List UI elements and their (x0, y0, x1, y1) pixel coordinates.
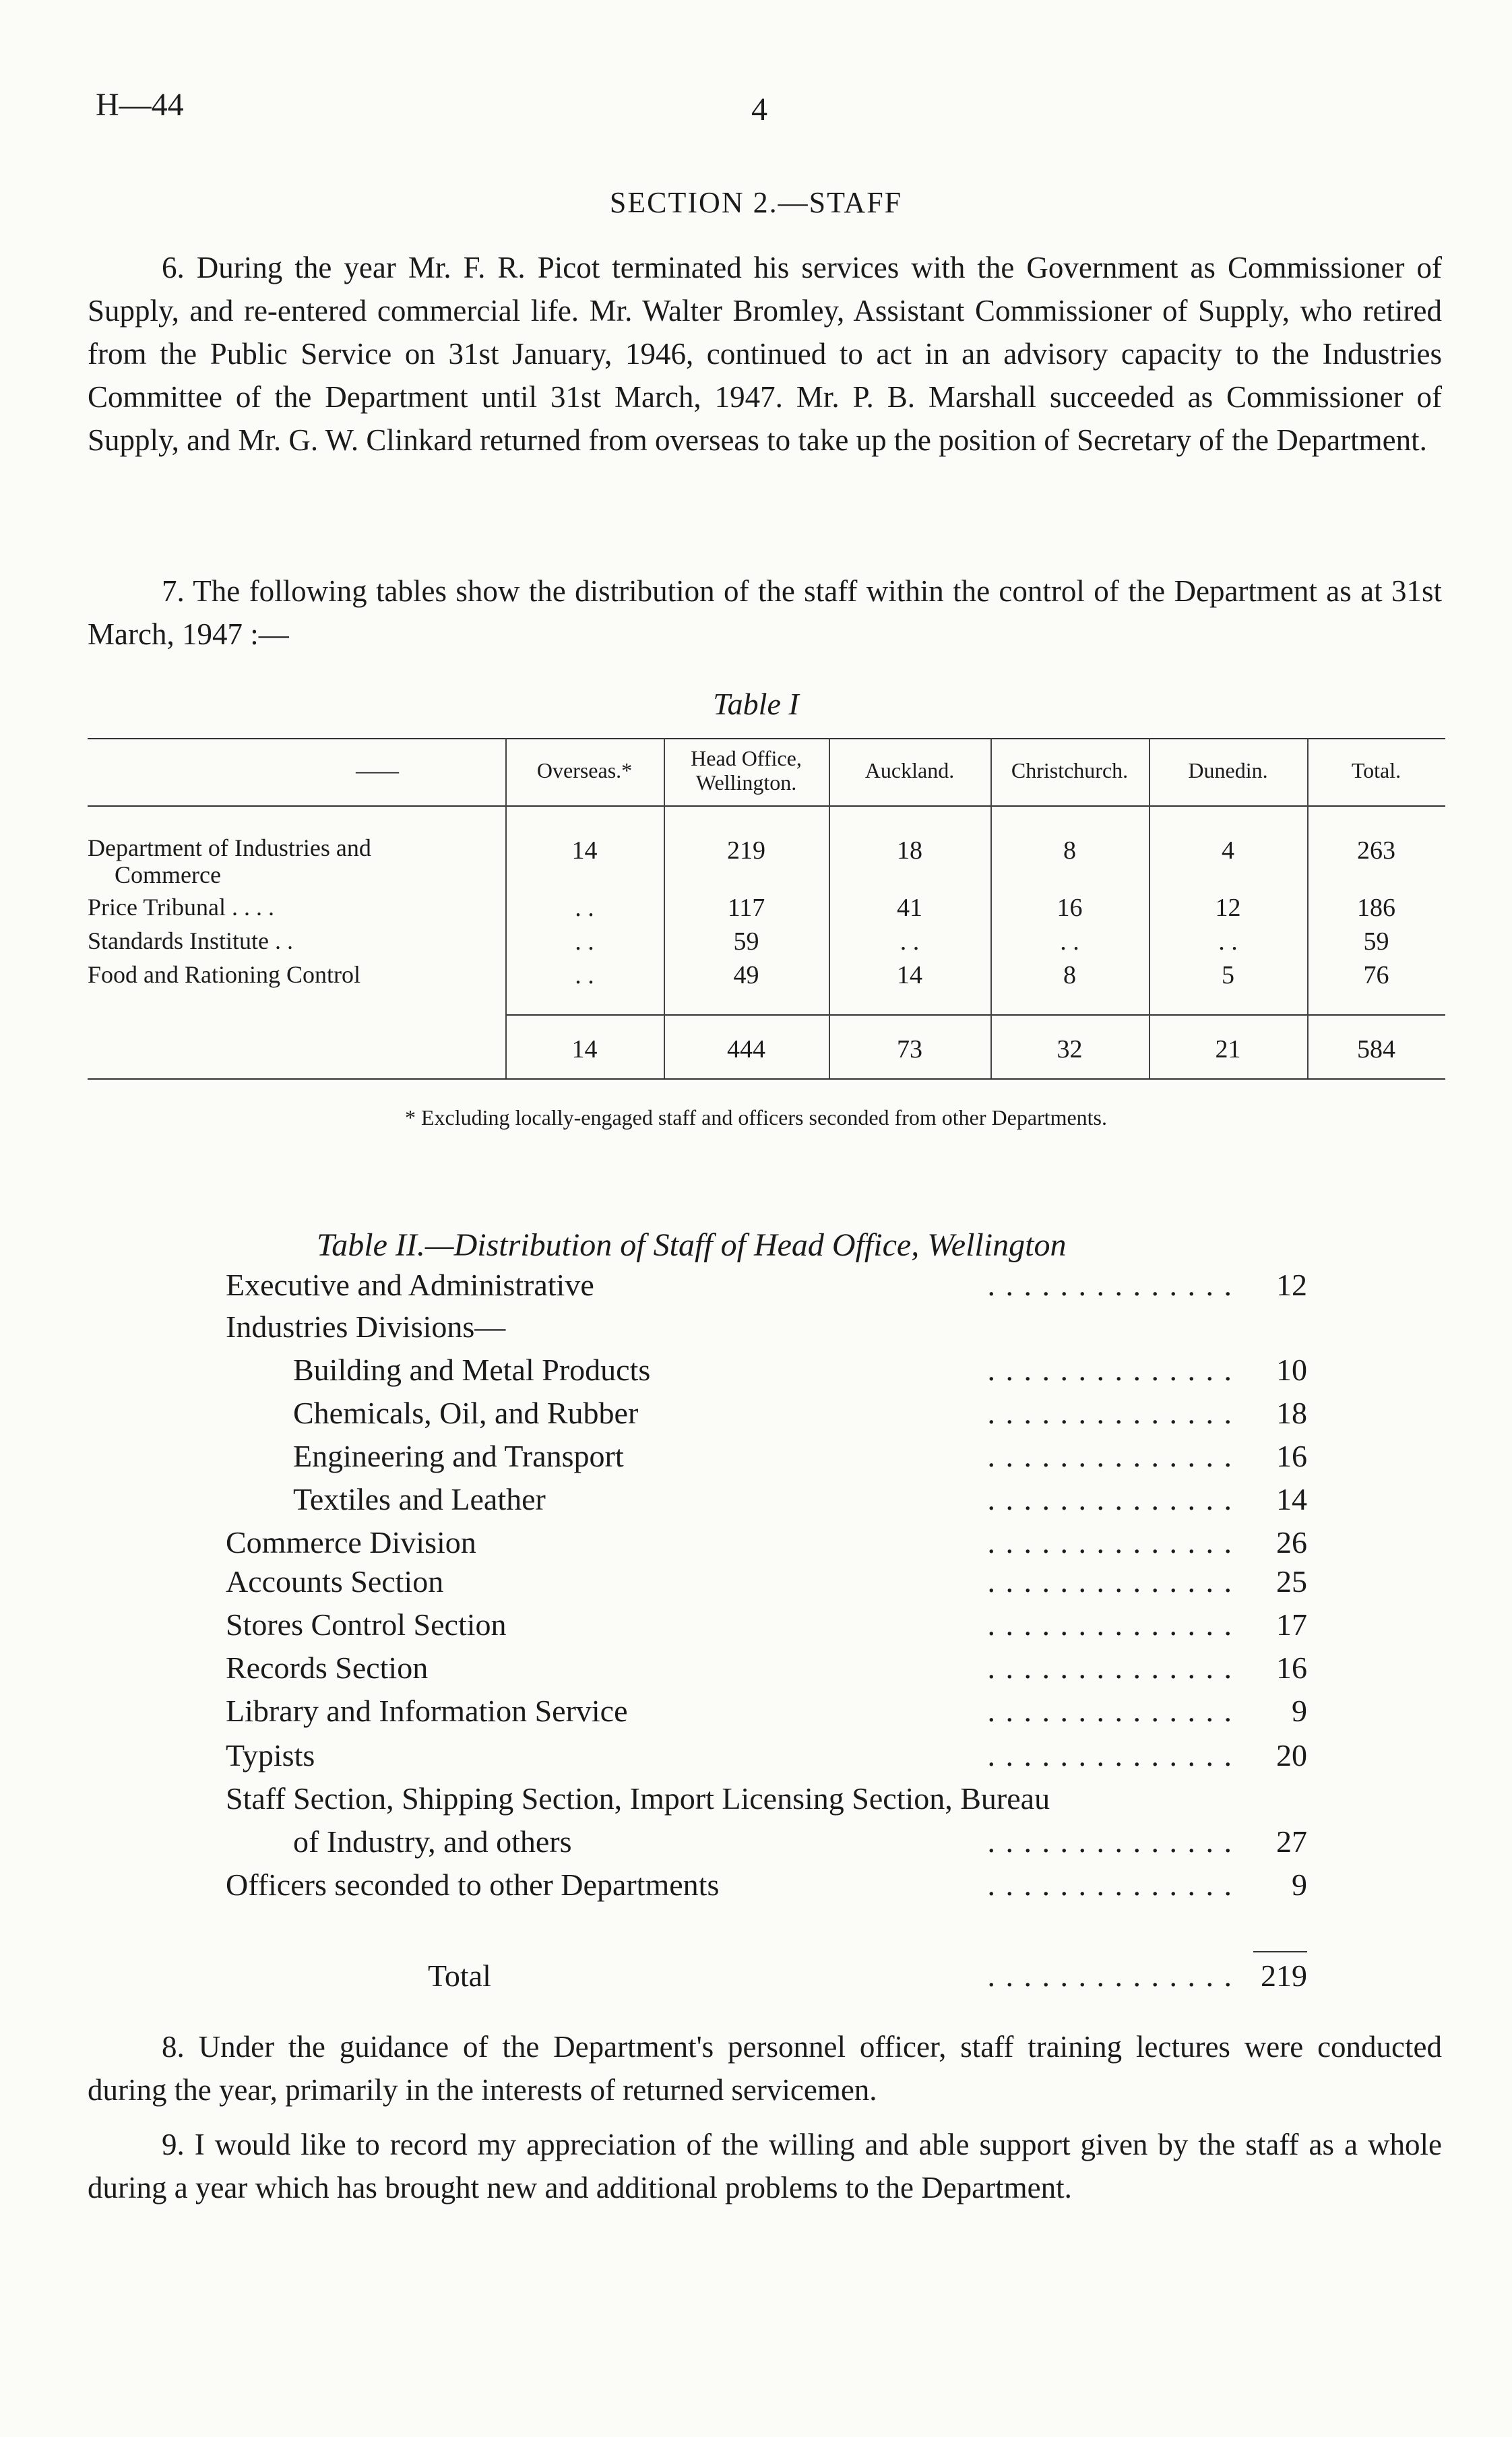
table1-header-auckland: Auckland. (864, 758, 955, 782)
table2-row (226, 1309, 1307, 1351)
paragraph-7 (88, 569, 1442, 656)
table1-cell: 14 (571, 836, 598, 865)
table1-header-total: Total. (1351, 758, 1401, 782)
table1-cell: 49 (733, 961, 759, 989)
table1-row-label: Food and Rationing Control (88, 961, 360, 988)
leader-dots: . . . . . . . . . . . . . . (987, 1958, 1233, 1993)
table1-cell: 117 (727, 894, 765, 922)
table1-footnote: * Excluding locally-engaged staff and officers seconded from other Departments. (404, 1105, 1107, 1130)
table2-row-value: 9 (1292, 1694, 1307, 1728)
leader-dots: . . . . . . . . . . . . . . (987, 1694, 1233, 1728)
table2-row (226, 1650, 1307, 1692)
table1-header-christchurch: Christchurch. (1011, 758, 1129, 782)
table1-cell: 219 (727, 836, 765, 865)
table2-row-label: Typists (226, 1738, 315, 1772)
table2-row (226, 1352, 1307, 1394)
paragraph-9-text: 9. I would like to record my appreciation of the willing and able support given by the staff as a whole during a year which has brought new and additional problems to the Department. (88, 2128, 1442, 2204)
table2-row-label: Records Section (226, 1651, 429, 1685)
table2-row-label: of Industry, and others (293, 1824, 572, 1859)
table2-row (226, 1564, 1307, 1605)
table2-row-label: Library and Information Service (226, 1694, 628, 1728)
leader-dots: . . . . . . . . . . . . . . (987, 1439, 1233, 1473)
table2-row (226, 1438, 1307, 1480)
table2-total-rule (1253, 1951, 1307, 1952)
table2-row (226, 1524, 1307, 1566)
leader-dots: . . . . . . . . . . . . . . (987, 1868, 1233, 1902)
table1-cell: . . (575, 961, 594, 989)
section-title: SECTION 2.—STAFF (609, 186, 903, 219)
leader-dots: . . . . . . . . . . . . . . (987, 1738, 1233, 1772)
table2-row-value: 27 (1276, 1824, 1307, 1859)
table1-caption: Table I (713, 687, 799, 721)
table2-row-label: Accounts Section (226, 1564, 444, 1599)
leader-dots: . . . . . . . . . . . . . . (987, 1396, 1233, 1430)
paragraph-9 (88, 2123, 1442, 2209)
table2-row-label: Officers seconded to other Departments (226, 1868, 720, 1902)
table1-cell: 8 (1063, 961, 1076, 989)
table2-row-value: 26 (1276, 1525, 1307, 1560)
page-number: 4 (751, 92, 767, 127)
table1-row-label: Standards Institute . . (88, 927, 293, 954)
table2-row-label: Textiles and Leather (293, 1482, 546, 1516)
table1-row-label: Price Tribunal . . . . (88, 894, 275, 921)
table1-total-cell: 584 (1357, 1035, 1395, 1063)
table2-row (226, 1267, 1307, 1309)
table1-cell: 76 (1363, 961, 1389, 989)
table1-total-cell: 444 (727, 1035, 765, 1063)
table2-row-value: 12 (1276, 1268, 1307, 1302)
table1-cell: . . (1060, 927, 1079, 956)
leader-dots: . . . . . . . . . . . . . . (987, 1564, 1233, 1599)
table1-cell: 5 (1222, 961, 1234, 989)
leader-dots: . . . . . . . . . . . . . . (987, 1268, 1233, 1302)
table2-total-row (226, 1958, 1307, 2000)
table2-row-value: 20 (1276, 1738, 1307, 1772)
table1-cell: 41 (897, 894, 922, 922)
table2-row (226, 1824, 1307, 1865)
table1-cell: 16 (1057, 894, 1083, 922)
table1-corner: —— (356, 758, 399, 782)
table2-row-label: Engineering and Transport (293, 1439, 624, 1473)
table2-total-label: Total (428, 1958, 491, 1993)
paragraph-6-text: 6. During the year Mr. F. R. Picot terminated his services with the Government as Commissioner of Supply, and re-entered commercial life. Mr. Walter Bromley, Assistant Commissioner of Supply, who retired from the Public Service on 31st January, 1946, continued to act in an advisory capacity to the Industries Committee of the Department until 31st March, 1947. Mr. P. B. Marshall succeeded as Commissioner of Supply, and Mr. G. W. Clinkard returned from overseas to take up the position of Secretary of the Department. (88, 251, 1442, 457)
table1-cell: 4 (1222, 836, 1234, 865)
table2-row (226, 1781, 1307, 1822)
table2-row-value: 25 (1276, 1564, 1307, 1599)
table1 (88, 738, 1445, 1102)
page-reference: H—44 (96, 87, 184, 123)
table1-cell: 18 (897, 836, 922, 865)
leader-dots: . . . . . . . . . . . . . . (987, 1482, 1233, 1516)
leader-dots: . . . . . . . . . . . . . . (987, 1607, 1233, 1642)
table2-row (226, 1607, 1307, 1648)
table1-row-label: Department of Industries and (88, 834, 371, 861)
table1-cell: . . (575, 894, 594, 922)
table1-header-head-office: Head Office, Wellington. (691, 746, 802, 795)
table1-total-cell: 73 (897, 1035, 922, 1063)
table2-row-value: 16 (1276, 1651, 1307, 1685)
table1-header-dunedin: Dunedin. (1188, 758, 1268, 782)
table2-caption: Table II.—Distribution of Staff of Head Office, Wellington (317, 1227, 1067, 1263)
table2-row (226, 1395, 1307, 1437)
table2-row-value: 18 (1276, 1396, 1307, 1430)
table2-row-value: 16 (1276, 1439, 1307, 1473)
table2-row-label: Staff Section, Shipping Section, Import Licensing Section, Bureau (226, 1781, 1050, 1816)
table2-row-value: 10 (1276, 1353, 1307, 1387)
table2-row (226, 1693, 1307, 1735)
table1-cell: 59 (733, 927, 759, 956)
table2-row-value: 14 (1276, 1482, 1307, 1516)
table1-header-overseas: Overseas.* (536, 758, 633, 782)
table1-cell: 12 (1215, 894, 1241, 922)
table2-row-label: Industries Divisions— (226, 1309, 506, 1344)
table1-cell: . . (1218, 927, 1238, 956)
table2-row (226, 1737, 1307, 1779)
leader-dots: . . . . . . . . . . . . . . (987, 1651, 1233, 1685)
table1-cell: 263 (1357, 836, 1395, 865)
table2-row (226, 1481, 1307, 1523)
leader-dots: . . . . . . . . . . . . . . (987, 1525, 1233, 1560)
table2-row-value: 9 (1292, 1868, 1307, 1902)
table2-total-value: 219 (1261, 1958, 1307, 1993)
table2-row-label: Stores Control Section (226, 1607, 507, 1642)
table1-cell: . . (900, 927, 920, 956)
table1-row-label-cont: Commerce (115, 861, 221, 888)
paragraph-6 (88, 246, 1442, 462)
paragraph-7-text: 7. The following tables show the distribution of the staff within the control of the Department as at 31st March, 1947 :— (88, 574, 1442, 651)
paragraph-8-text: 8. Under the guidance of the Department's personnel officer, staff training lectures were conducted during the year, primarily in the interests of returned servicemen. (88, 2030, 1442, 2107)
leader-dots: . . . . . . . . . . . . . . (987, 1824, 1233, 1859)
table2-row-label: Chemicals, Oil, and Rubber (293, 1396, 639, 1430)
table1-cell: 14 (897, 961, 922, 989)
table2-row-label: Commerce Division (226, 1525, 476, 1560)
table1-total-cell: 14 (571, 1035, 598, 1063)
table2-row-label: Building and Metal Products (293, 1353, 651, 1387)
paragraph-8 (88, 2025, 1442, 2111)
table2-row (226, 1867, 1307, 1909)
table1-cell: 8 (1063, 836, 1076, 865)
table1-cell: . . (575, 927, 594, 956)
table1-total-cell: 32 (1057, 1035, 1083, 1063)
table1-cell: 59 (1363, 927, 1389, 956)
table1-total-cell: 21 (1215, 1035, 1241, 1063)
table1-cell: 186 (1357, 894, 1395, 922)
leader-dots: . . . . . . . . . . . . . . (987, 1353, 1233, 1387)
table2-row-value: 17 (1276, 1607, 1307, 1642)
table2-row-label: Executive and Administrative (226, 1268, 594, 1302)
